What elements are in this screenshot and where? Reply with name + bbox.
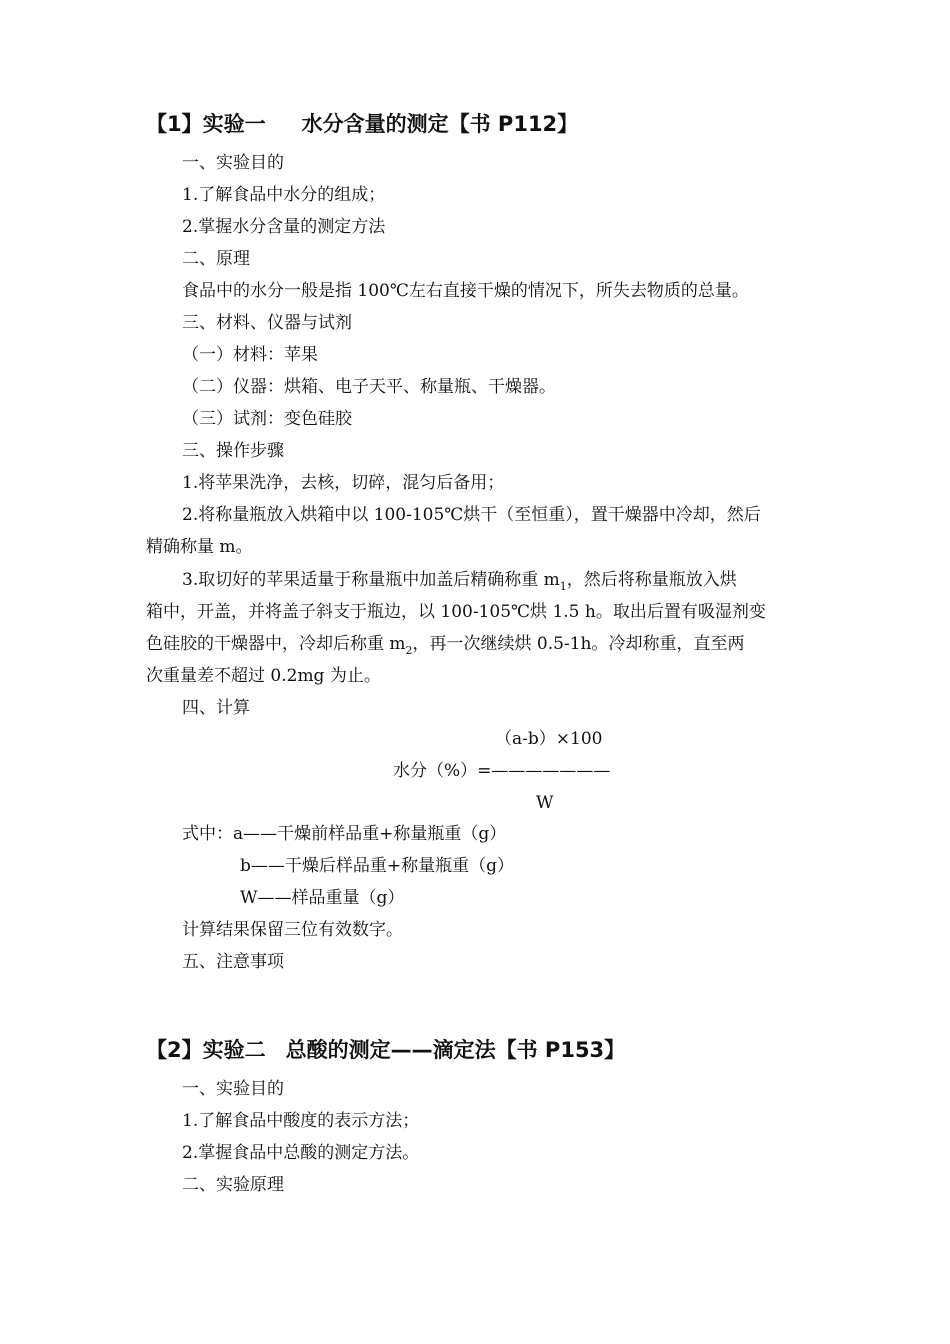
s1-step-3-line4: 次重量差不超过 0.2mg 为止。: [146, 666, 381, 686]
s1-materials-title: 三、材料、仪器与试剂: [182, 313, 352, 333]
s2-objective-title: 一、实验目的: [182, 1079, 284, 1099]
s1-step-2-line2: 精确称量 m。: [146, 537, 253, 557]
s1-legend-w: W——样品重量（g）: [240, 888, 405, 908]
s1-note: 计算结果保留三位有效数字。: [182, 920, 403, 940]
section1-heading-title: 水分含量的测定【书 P112】: [301, 112, 579, 136]
formula-denominator: W: [536, 793, 554, 813]
s1-principle-title: 二、原理: [182, 249, 250, 269]
s1-step-1: 1.将苹果洗净，去核，切碎，混匀后备用；: [182, 473, 505, 493]
section1-heading-number: 【1】实验一: [146, 112, 266, 136]
s1-step-3-line3: [146, 636, 744, 656]
s1-step-3-text-c: 色硅胶的干燥器中，冷却后称重 m: [146, 634, 406, 654]
subscript-2: 2: [405, 644, 413, 657]
s1-steps-title: 三、操作步骤: [182, 441, 284, 461]
s1-step-3-text-b: ，然后将称量瓶放入烘: [566, 570, 737, 590]
s1-caution-title: 五、注意事项: [182, 952, 284, 972]
s1-materials: （一）材料：苹果: [182, 345, 318, 365]
s1-principle-text: 食品中的水分一般是指 100℃左右直接干燥的情况下，所失去物质的总量。: [182, 281, 749, 301]
s2-objective-2: 2.掌握食品中总酸的测定方法。: [182, 1143, 420, 1163]
subscript-1: 1: [559, 580, 567, 593]
s1-calc-title: 四、计算: [182, 698, 250, 718]
s1-step-3-text-a: 3.取切好的苹果适量于称量瓶中加盖后精确称重 m: [182, 570, 560, 590]
s2-principle-title: 二、实验原理: [182, 1175, 284, 1195]
s1-objective-2: 2.掌握水分含量的测定方法: [182, 217, 386, 237]
section2-heading: [146, 1040, 625, 1061]
s1-legend-b: b——干燥后样品重+称量瓶重（g）: [240, 856, 515, 876]
s2-objective-1: 1.了解食品中酸度的表示方法；: [182, 1111, 420, 1131]
s1-step-3-line2: 箱中，开盖，并将盖子斜支于瓶边，以 100-105℃烘 1.5 h。取出后置有吸湿剂变: [146, 602, 766, 622]
section2-heading-number: 【2】实验二: [146, 1038, 266, 1062]
s1-legend-a: 式中：a——干燥前样品重+称量瓶重（g）: [182, 824, 507, 844]
formula-numerator: （a-b）×100: [495, 729, 603, 749]
s1-objective-1: 1.了解食品中水分的组成；: [182, 185, 386, 205]
formula-lhs: 水分（%）=———————: [393, 761, 611, 781]
section2-heading-title: 总酸的测定——滴定法【书 P153】: [285, 1038, 626, 1062]
s1-reagents: （三）试剂：变色硅胶: [182, 409, 352, 429]
s1-objective-title: 一、实验目的: [182, 153, 284, 173]
s1-instruments: （二）仪器：烘箱、电子天平、称量瓶、干燥器。: [182, 377, 556, 397]
section1-heading: [146, 114, 578, 135]
s1-step-3-text-d: ，再一次继续烘 0.5-1h。冷却称重，直至两: [412, 634, 745, 654]
s1-step-2-line1: 2.将称量瓶放入烘箱中以 100-105℃烘干（至恒重），置干燥器中冷却，然后: [182, 505, 761, 525]
s1-step-3-line1: [182, 572, 737, 592]
